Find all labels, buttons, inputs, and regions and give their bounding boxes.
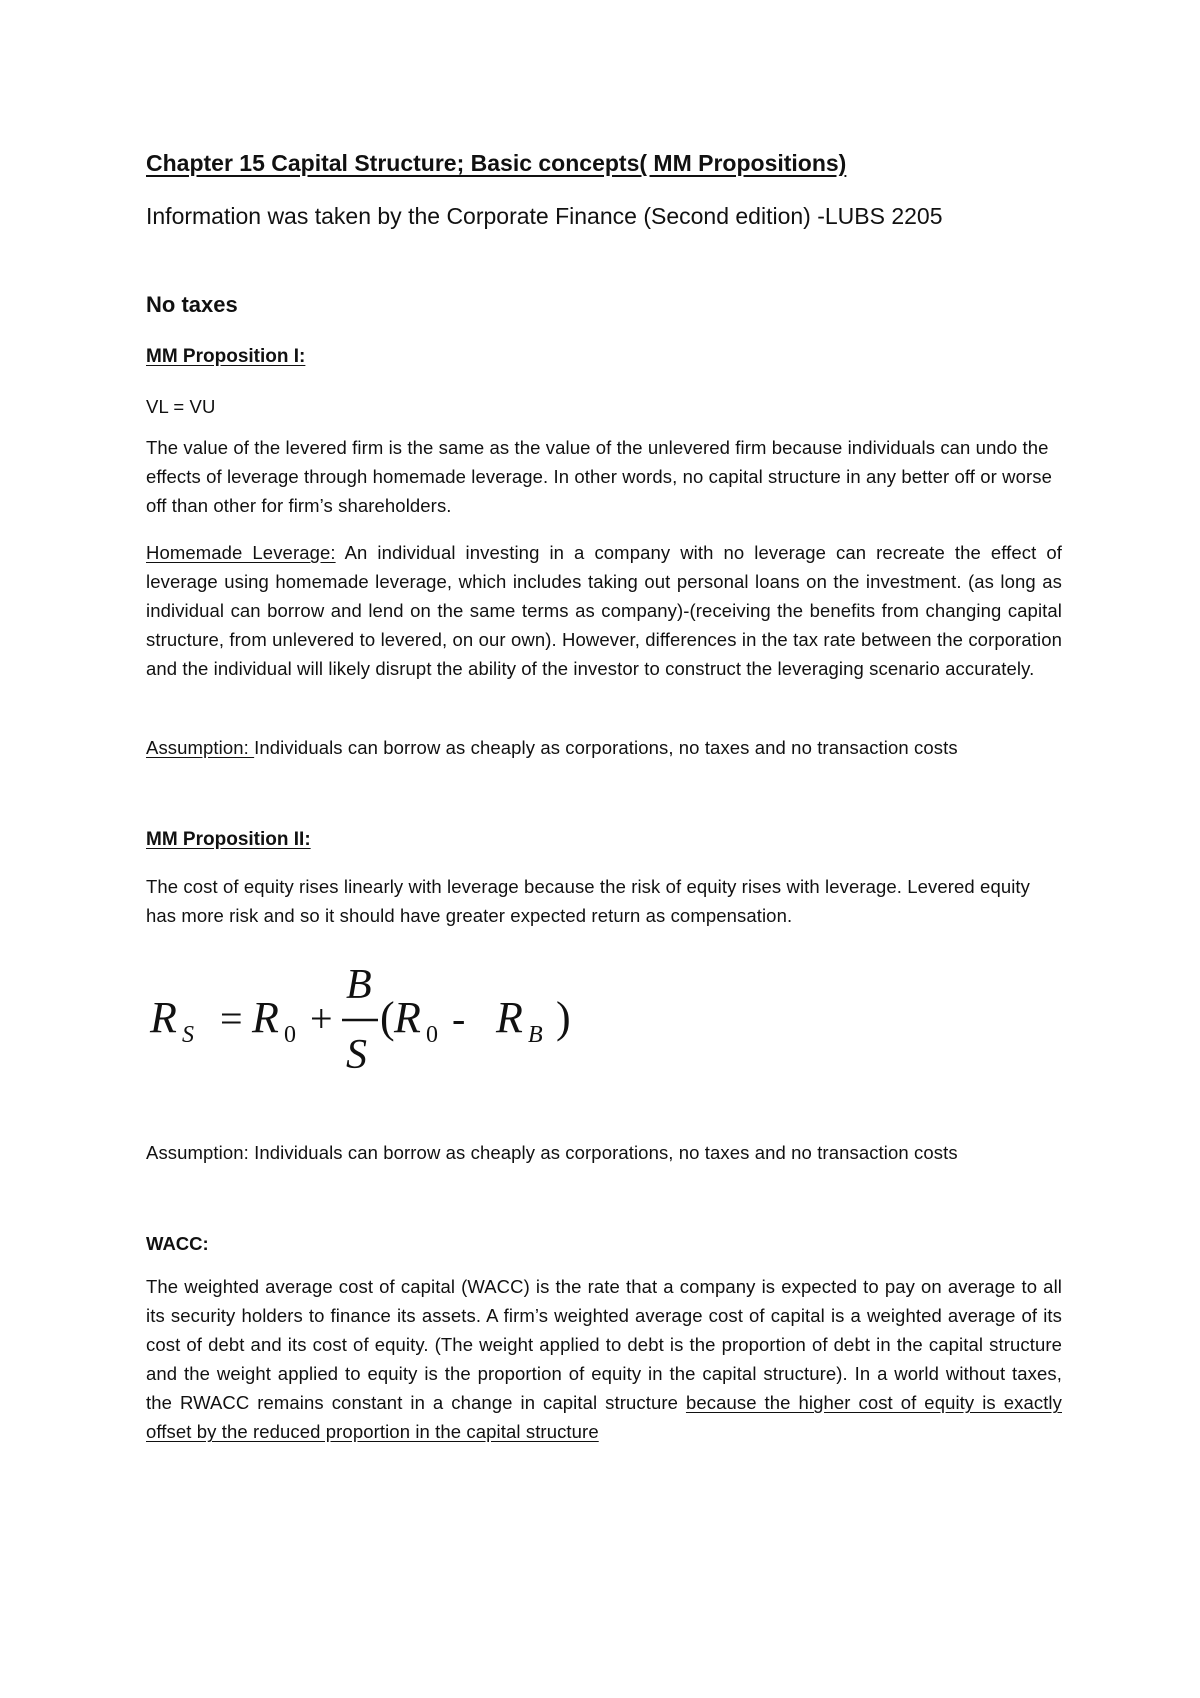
wacc-underlined-text: because the higher cost of equity is exactly offset by the reduced proportion in the capital structure bbox=[146, 1392, 1062, 1442]
mm-proposition-1-assumption bbox=[146, 733, 1062, 762]
section-heading-no-taxes: No taxes bbox=[146, 292, 238, 317]
formula-r0-subscript: 0 bbox=[284, 1022, 296, 1048]
page-title: Chapter 15 Capital Structure; Basic concepts( MM Propositions) bbox=[146, 150, 847, 176]
formula-close-paren: ) bbox=[556, 993, 571, 1042]
formula-equals: = bbox=[220, 996, 243, 1041]
homemade-leverage-label: Homemade Leverage: bbox=[146, 542, 336, 563]
wacc-text: The weighted average cost of capital (WACC) is the rate that a company is expected to pay on average to all its security holders to finance its assets. A firm’s weighted average cost of capital is a weighted average of its cost of debt and its cost of equity. (The weight applied to debt is the proportion of debt in the capital structure and the weight applied to equity is the proportion of equity in the capital structure). In a world without taxes, the RWACC remains constant in a change in capital structure bbox=[146, 1276, 1062, 1413]
wacc-description bbox=[146, 1272, 1062, 1446]
assumption-label: Assumption: bbox=[146, 737, 255, 758]
assumption-text: Individuals can borrow as cheaply as corporations, no taxes and no transaction costs bbox=[254, 737, 958, 758]
mm-proposition-1-description: The value of the levered firm is the same as the value of the unlevered firm because individuals can undo the effects of leverage through homemade leverage. In other words, no capital structure in any better off or worse off than other for firm’s shareholders. bbox=[146, 437, 1053, 516]
formula-rb-subscript: B bbox=[528, 1022, 543, 1048]
formula-plus: + bbox=[310, 996, 333, 1041]
homemade-leverage-paragraph bbox=[146, 538, 1062, 683]
vl-equals-vu-equation: VL = VU bbox=[146, 396, 216, 417]
formula-denominator-s: S bbox=[346, 1032, 367, 1078]
mm-proposition-1-heading: MM Proposition I: bbox=[146, 346, 306, 367]
mm-proposition-2-assumption: Assumption: Individuals can borrow as cheaply as corporations, no taxes and no transaction costs bbox=[146, 1142, 958, 1163]
homemade-leverage-text: An individual investing in a company with no leverage can recreate the effect of leverage using homemade leverage, which includes taking out personal loans on the investment. (as long as individual can borrow and lend on the same terms as company)-(receiving the benefits from changing capital structure, from unlevered to levered, on our own). However, differences in the tax rate between the corporation and the individual will likely disrupt the ability of the investor to construct the leveraging scenario accurately. bbox=[146, 542, 1062, 679]
mm-proposition-2-formula bbox=[146, 950, 586, 1080]
formula-rb-r: R bbox=[496, 993, 523, 1042]
formula-r0b-subscript: 0 bbox=[426, 1022, 438, 1048]
formula-lhs-r: R bbox=[150, 993, 177, 1042]
formula-minus: - bbox=[452, 996, 466, 1041]
formula-numerator-b: B bbox=[346, 962, 372, 1008]
wacc-heading: WACC: bbox=[146, 1233, 209, 1254]
mm-proposition-2-heading: MM Proposition II: bbox=[146, 829, 311, 850]
formula-lhs-subscript: S bbox=[182, 1022, 194, 1048]
formula-r0b-r: R bbox=[394, 993, 421, 1042]
formula-r0-r: R bbox=[252, 993, 279, 1042]
source-subtitle: Information was taken by the Corporate Finance (Second edition) -LUBS 2205 bbox=[146, 203, 943, 229]
formula-open-paren: ( bbox=[380, 993, 395, 1042]
mm-proposition-2-description: The cost of equity rises linearly with leverage because the risk of equity rises with leverage. Levered equity has more risk and so it should have greater expected return as compensation. bbox=[146, 876, 1031, 926]
